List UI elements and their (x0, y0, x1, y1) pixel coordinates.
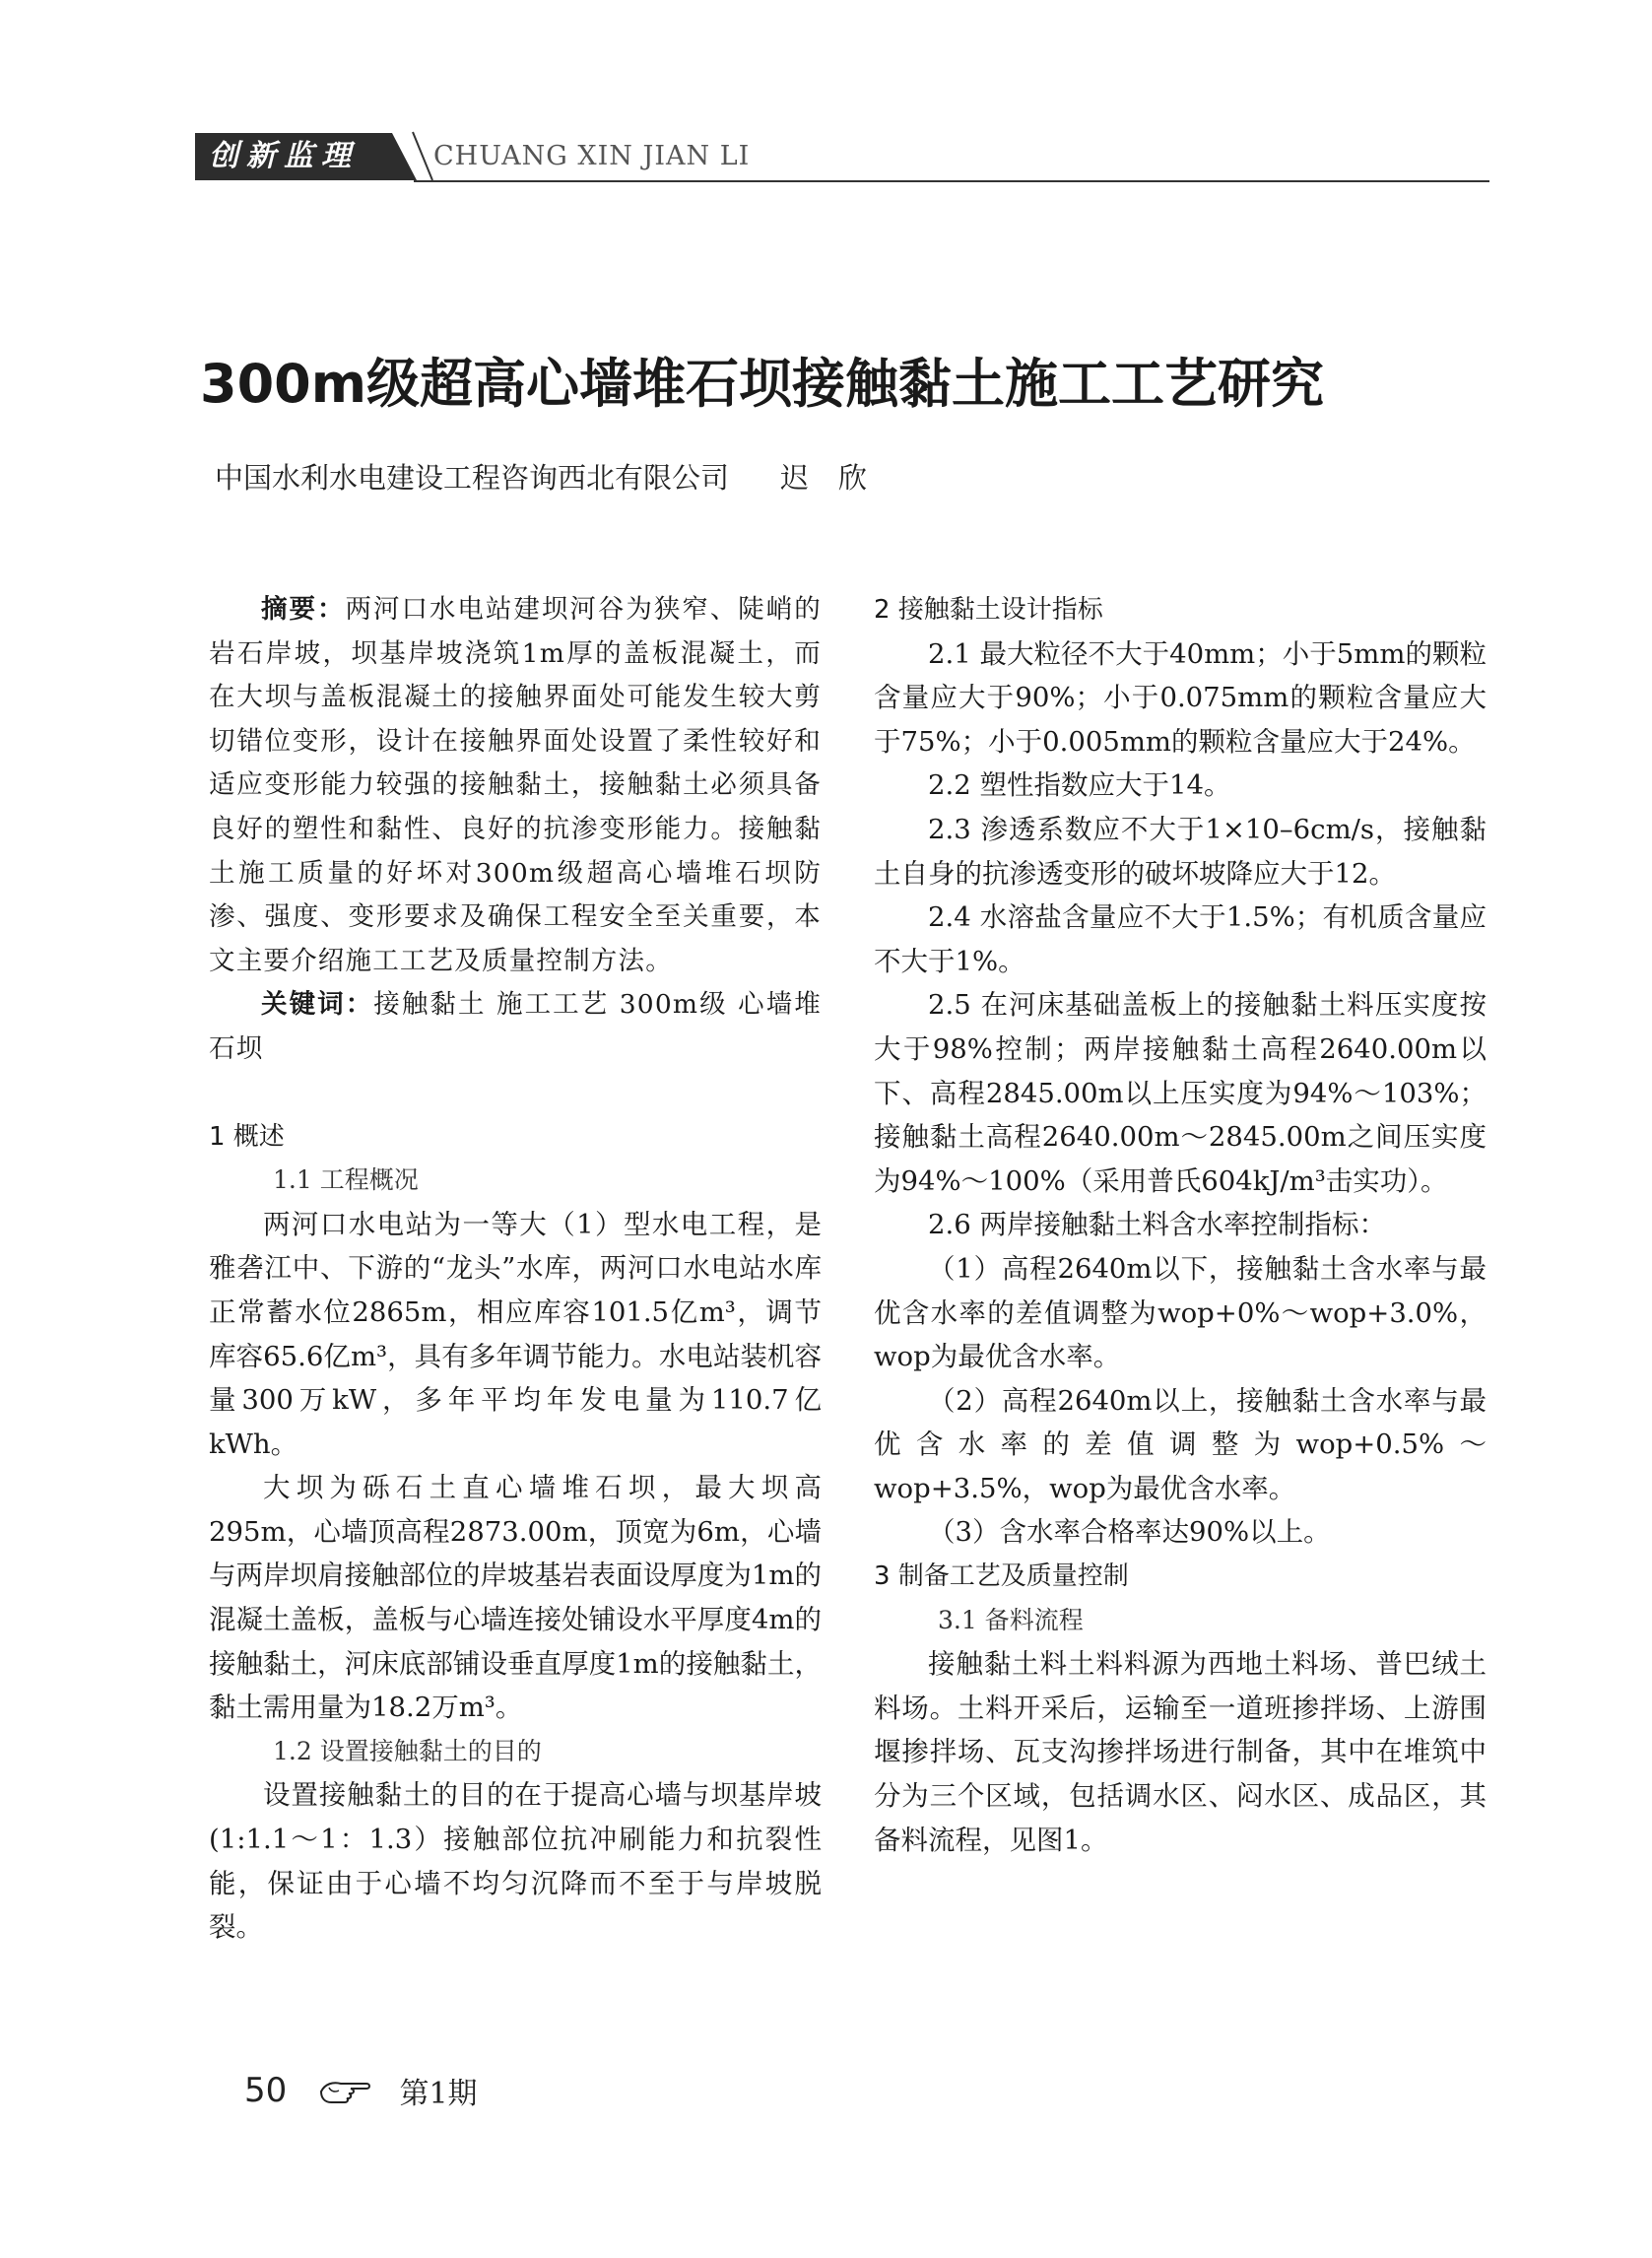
section-heading: 2 接触黏土设计指标 (874, 595, 1103, 625)
keywords-label: 关键词： (261, 989, 374, 1021)
section-heading: 3 制备工艺及质量控制 (874, 1561, 1129, 1592)
affiliation: 中国水利水电建设工程咨询西北有限公司 (215, 461, 730, 495)
article-title: 300m级超高心墙堆石坝接触黏土施工工艺研究 (200, 353, 1324, 415)
keywords-text: 接触黏土 施工工艺 300m级 心墙堆石坝 (209, 989, 822, 1064)
abstract-label: 摘要： (261, 594, 346, 625)
author: 迟欣 (780, 461, 897, 495)
list-item: （2）高程2640m以上，接触黏土含水率与最优含水率的差值调整为wop+0.5%～wop+3.5%，wop为最优含水率。 (874, 1384, 1487, 1504)
list-item: （3）含水率合格率达90%以上。 (928, 1516, 1331, 1549)
subsection-heading: 3.1 备料流程 (938, 1605, 1084, 1634)
subsection-heading: 1.1 工程概况 (273, 1165, 419, 1195)
abstract (209, 588, 822, 983)
paragraph: 2.4 水溶盐含量应不大于1.5%；有机质含量应不大于1%。 (874, 901, 1487, 977)
paragraph: 2.1 最大粒径不大于40mm；小于5mm的颗粒含量应大于90%；小于0.075mm的颗粒含量应大于75%；小于0.005mm的颗粒含量应大于24%。 (874, 637, 1487, 758)
column-tab-label: 创新监理 (209, 139, 359, 173)
header-rule (414, 180, 1489, 182)
paragraph: 2.3 渗透系数应不大于1×10–6cm/s，接触黏土自身的抗渗透变形的破坏坡降应大于12。 (874, 813, 1487, 890)
right-column (874, 588, 1487, 1862)
paragraph: 2.2 塑性指数应大于14。 (928, 769, 1231, 802)
keywords (209, 983, 822, 1071)
paragraph: 2.5 在河床基础盖板上的接触黏土料压实度按大于98%控制；两岸接触黏土高程2640.00m以下、高程2845.00m以上压实度为94%～103%；接触黏土高程2640.00m～2845.00m之间压实度为94%～100%（采用普氏604kJ/m³击实功）。 (874, 989, 1487, 1197)
chevron-icon (411, 130, 434, 183)
pointing-hand-icon (319, 2078, 372, 2103)
column-title-en: CHUANG XIN JIAN LI (433, 141, 751, 171)
section-heading: 1 概述 (209, 1121, 285, 1152)
paragraph: 两河口水电站为一等大（1）型水电工程，是雅砻江中、下游的“龙头”水库，两河口水电站水库正常蓄水位2865m，相应库容101.5亿m³，调节库容65.6亿m³，具有多年调节能力。水电站装机容量300万kW，多年平均年发电量为110.7亿kWh。 (209, 1208, 822, 1460)
abstract-text: 两河口水电站建坝河谷为狭窄、陡峭的岩石岸坡，坝基岸坡浇筑1m厚的盖板混凝土，而在大坝与盖板混凝土的接触界面处可能发生较大剪切错位变形，设计在接触界面处设置了柔性较好和适应变形能力较强的接触黏土，接触黏土必须具备良好的塑性和黏性、良好的抗渗变形能力。接触黏土施工质量的好坏对300m级超高心墙堆石坝防渗、强度、变形要求及确保工程安全至关重要，本文主要介绍施工工艺及质量控制方法。 (209, 594, 822, 976)
page-footer (244, 2069, 478, 2112)
paragraph: 2.6 两岸接触黏土料含水率控制指标： (928, 1209, 1386, 1241)
paragraph: 设置接触黏土的目的在于提高心墙与坝基岸坡(1:1.1～1：1.3）接触部位抗冲刷能力和抗裂性能，保证由于心墙不均匀沉降而不至于与岸坡脱裂。 (209, 1779, 822, 1944)
list-item: （1）高程2640m以下，接触黏土含水率与最优含水率的差值调整为wop+0%～wop+3.0%，wop为最优含水率。 (874, 1252, 1487, 1373)
page-number: 50 (244, 2071, 288, 2110)
paragraph: 接触黏土料土料料源为西地土料场、普巴绒土料场。土料开采后，运输至一道班掺拌场、上游围堰掺拌场、瓦支沟掺拌场进行制备，其中在堆筑中分为三个区域，包括调水区、闷水区、成品区，其备料流程，见图1。 (874, 1648, 1487, 1856)
byline (215, 458, 896, 498)
subsection-heading: 1.2 设置接触黏土的目的 (273, 1736, 542, 1765)
left-column (209, 588, 822, 1950)
paragraph: 大坝为砾石土直心墙堆石坝，最大坝高295m，心墙顶高程2873.00m，顶宽为6m，心墙与两岸坝肩接触部位的岸坡基岩表面设厚度为1m的混凝土盖板，盖板与心墙连接处铺设水平厚度4m的接触黏土，河床底部铺设垂直厚度1m的接触黏土，黏土需用量为18.2万m³。 (209, 1472, 822, 1724)
issue-number: 第1期 (399, 2077, 478, 2111)
